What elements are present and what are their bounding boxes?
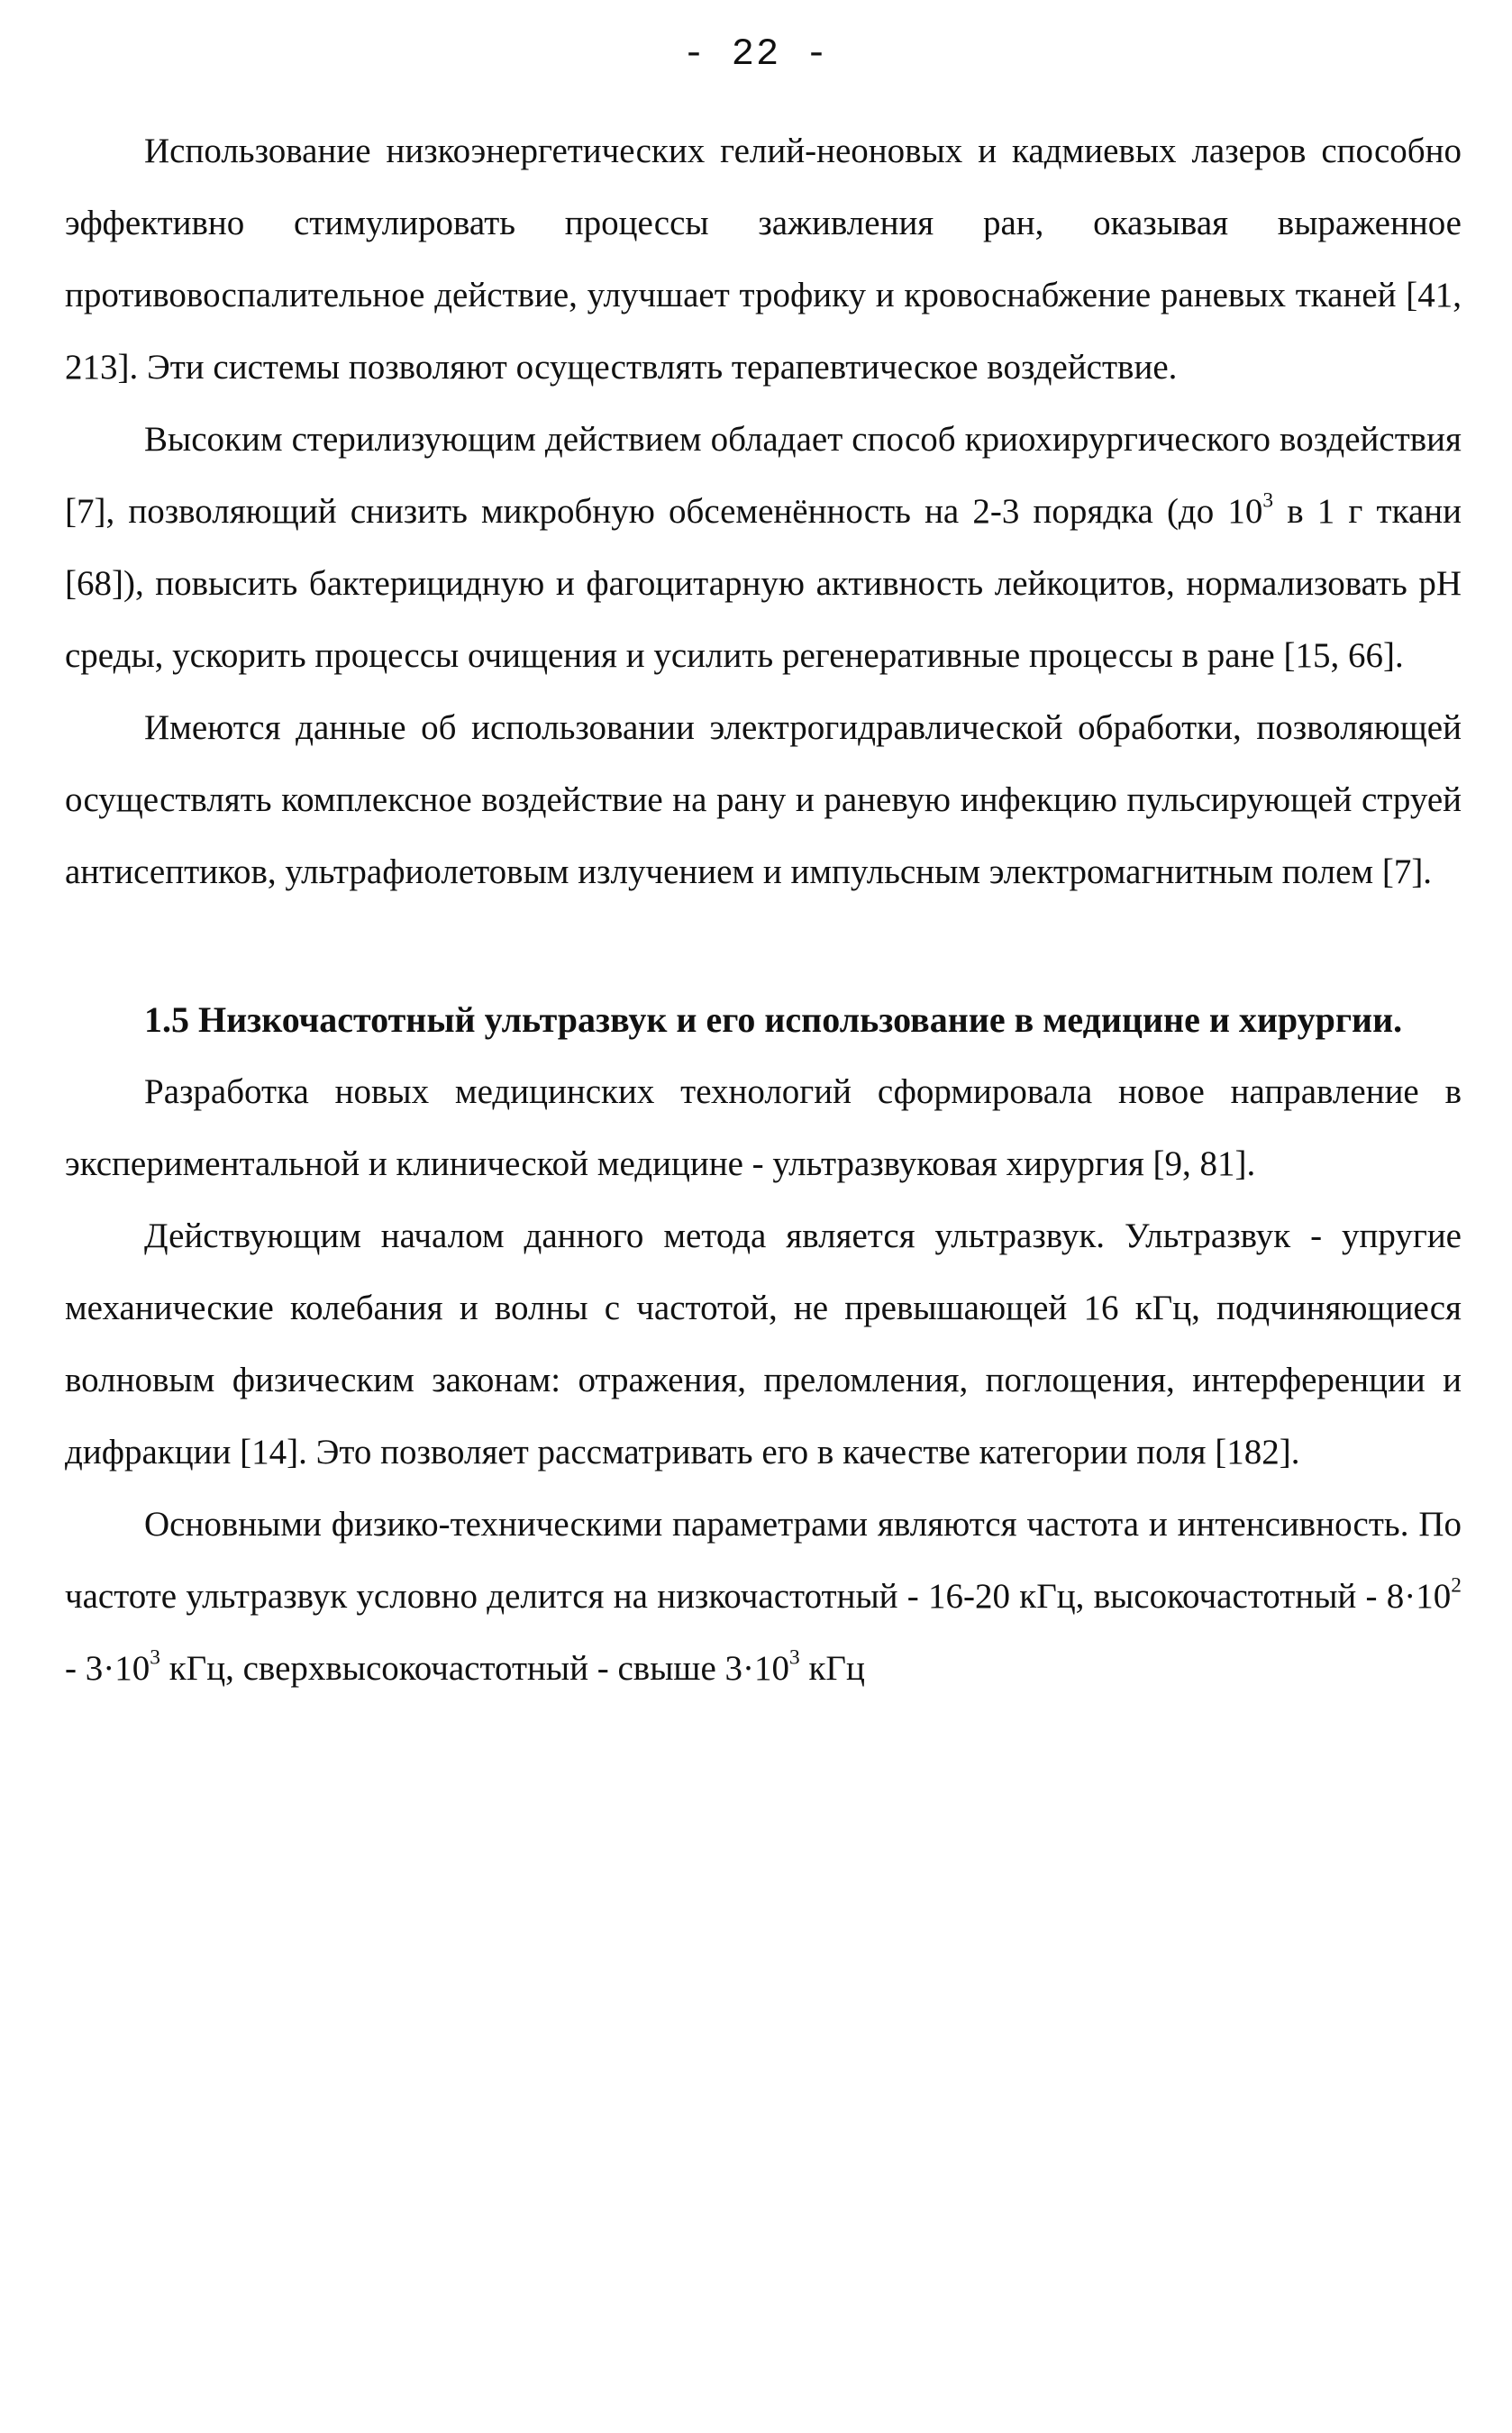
section-heading: 1.5 Низкочастотный ультразвук и его использование в медицине и хирургии. <box>144 999 1403 1040</box>
paragraph-ultrasound-surgery: Разработка новых медицинских технологий сформировала новое направление в экспериментальной и клинической медицине - ультразвуковая хирургия [9, 81]. <box>65 1072 1462 1183</box>
params-base-2: 10 <box>114 1649 150 1688</box>
paragraph-lasers: Использование низкоэнергетических гелий-неоновых и кадмиевых лазеров способно эффективно стимулировать процессы заживления ран, оказывая выраженное противовоспалительное действие, улучшает трофику и кровоснабжение раневых тканей [41, 213]. Эти системы позволяют осуществлять терапевтическое воздействие. <box>65 132 1462 387</box>
cryo-exponent: 3 <box>1262 488 1274 513</box>
params-base-1: 10 <box>1416 1577 1452 1616</box>
paragraph-ultrasound-definition: Действующим началом данного метода является ультразвук. Ультразвук - упругие механические колебания и волны с частотой, не превышающей 16 кГц, подчиняющиеся волновым физическим законам: отражения, преломления, поглощения, интерференции и дифракции [14]. Это позволяет рассматривать его в качестве категории поля [182]. <box>65 1216 1462 1472</box>
section-spacer <box>65 908 1462 984</box>
multiply-dot: · <box>103 1649 115 1688</box>
paragraph-cryosurgery <box>65 404 1462 692</box>
params-exponent-3: 3 <box>789 1645 800 1670</box>
multiply-dot: · <box>1404 1577 1416 1616</box>
params-text-1: Основными физико-техническими параметрами являются частота и интенсивность. По частоте ультразвук условно делится на низкочастотный - 16-20 кГц, высокочастотный - 8 <box>65 1505 1462 1616</box>
document-body <box>65 115 1462 1705</box>
params-exponent-2: 3 <box>150 1645 160 1670</box>
page-number: - 22 - <box>682 32 830 76</box>
cryo-text-after: в 1 г ткани [68]), повысить бактерицидную и фагоцитарную активность лейкоцитов, нормализовать pH среды, ускорить процессы очищения и усилить регенеративные процессы в ране [15, 66]. <box>65 492 1462 675</box>
params-exponent-1: 2 <box>1451 1573 1462 1598</box>
params-text-2: - 3 <box>65 1649 104 1688</box>
paragraph-electrohydraulic: Имеются данные об использовании электрогидравлической обработки, позволяющей осуществлять комплексное воздействие на рану и раневую инфекцию пульсирующей струей антисептиков, ультрафиолетовым излучением и импульсным электромагнитным полем [7]. <box>65 708 1462 891</box>
multiply-dot: · <box>742 1649 755 1688</box>
params-text-4: кГц <box>799 1649 865 1688</box>
cryo-text-before: Высоким стерилизующим действием обладает способ криохирургического воздействия [7], позволяющий снизить микробную обсеменённость на 2-3 порядка (до 10 <box>65 420 1462 531</box>
params-base-3: 10 <box>754 1649 790 1688</box>
paragraph-ultrasound-parameters <box>65 1489 1462 1705</box>
params-text-3: кГц, сверхвысокочастотный - свыше 3 <box>159 1649 743 1688</box>
